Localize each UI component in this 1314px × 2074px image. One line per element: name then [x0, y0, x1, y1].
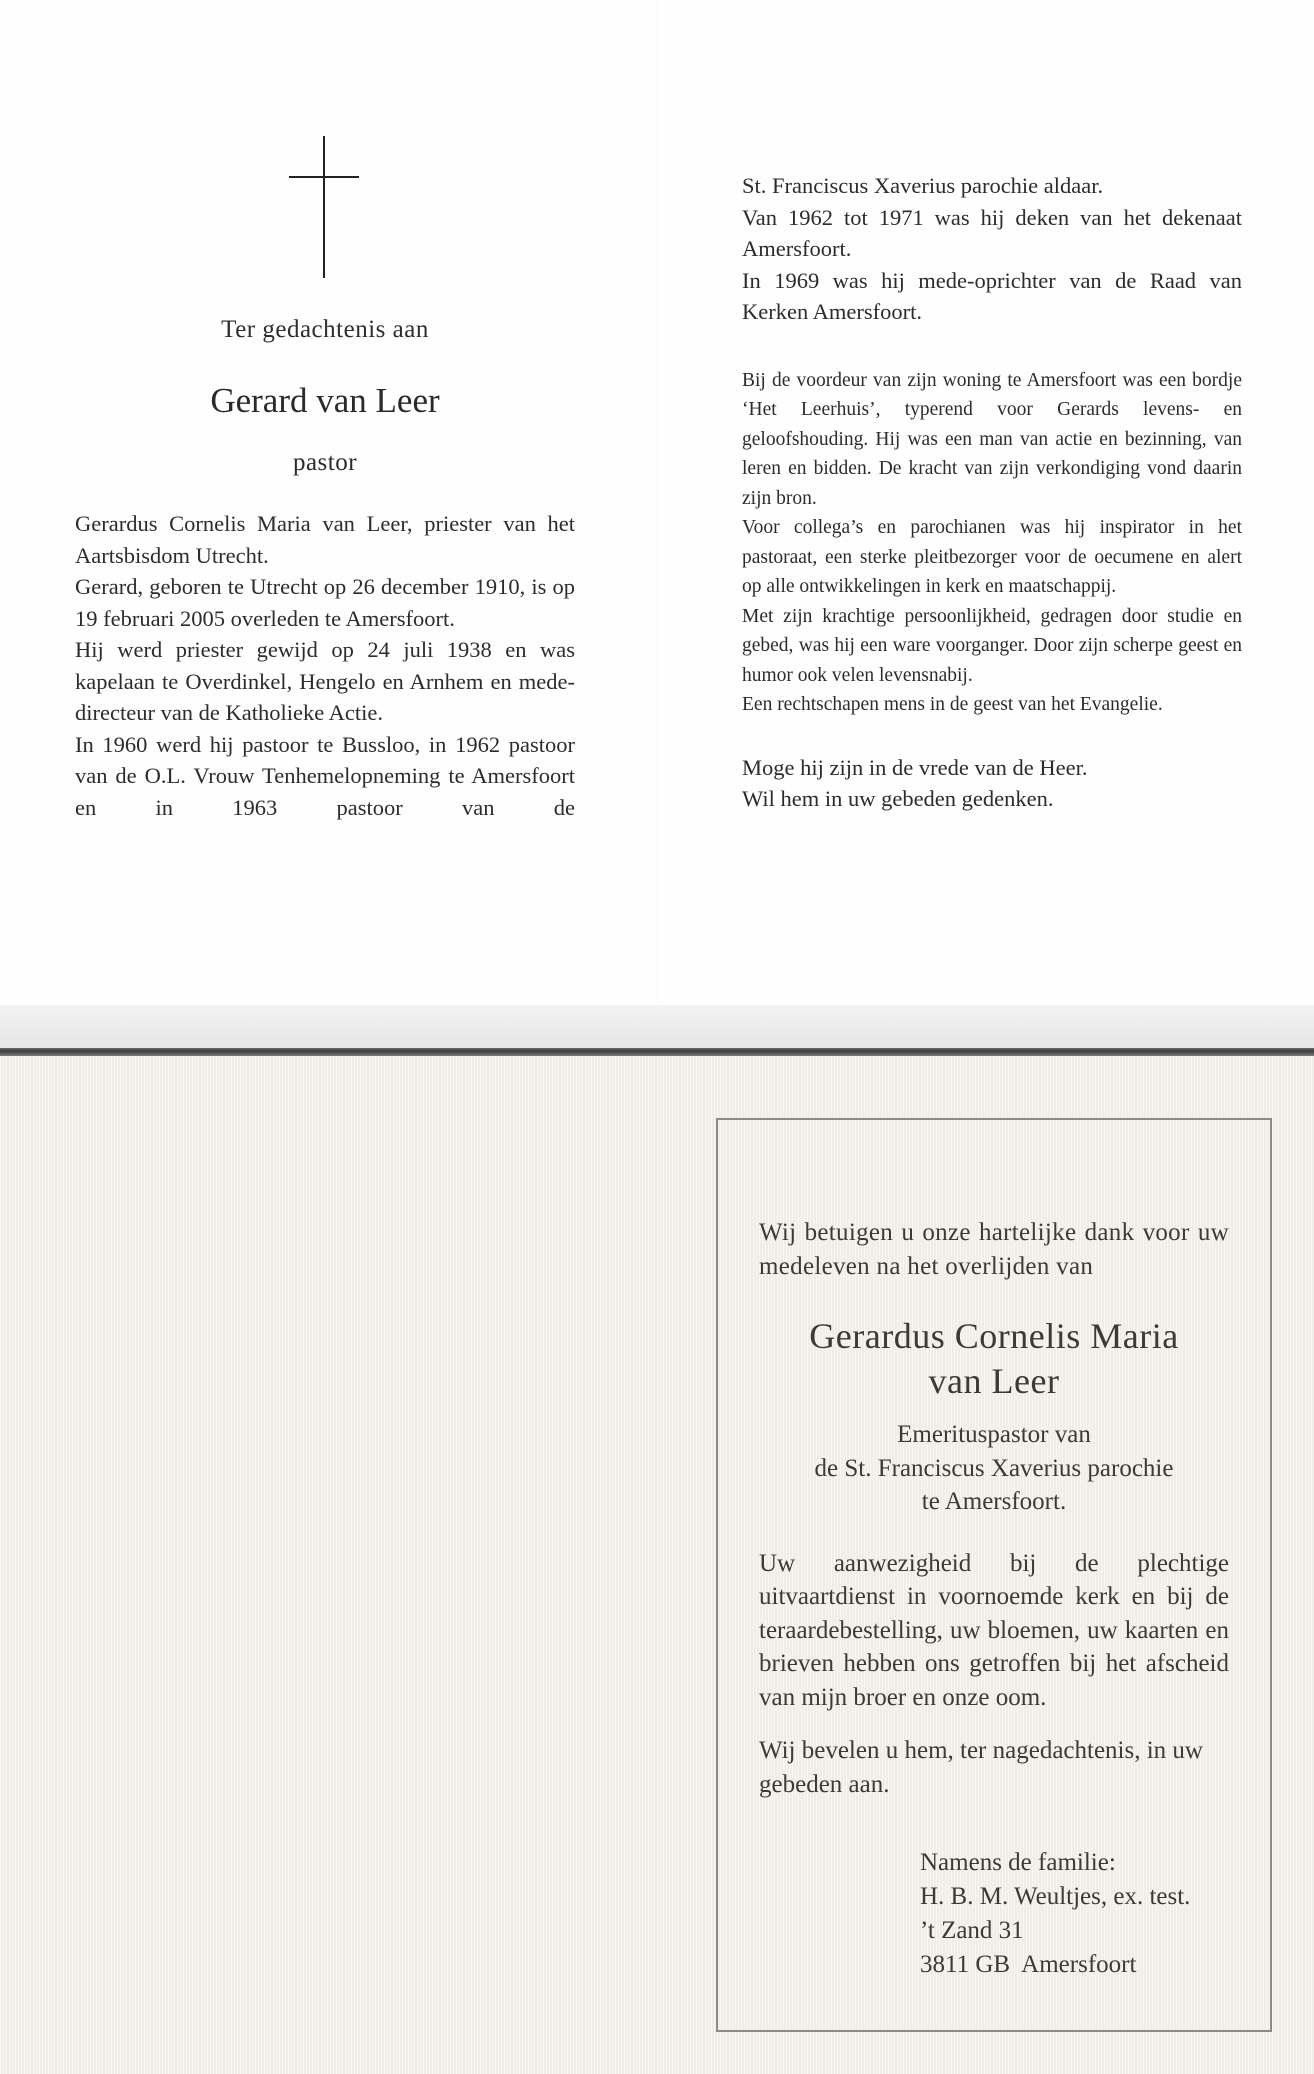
latin-cross-icon — [289, 136, 359, 278]
tribute-paragraph: Voor collega’s en parochianen was hij inspirator in het pastoraat, een sterke pleitbezorger voor de oecumene en alert op alle ontwikkelingen in kerk en maatschappij. — [742, 517, 1242, 597]
thanks-body — [759, 1547, 1229, 1715]
cross-horizontal-bar — [289, 176, 359, 178]
tribute-paragraph: Met zijn krachtige persoonlijkheid, gedragen door studie en gebed, was hij een ware voorganger. Door zijn scherpe geest en humor ook velen levensnabij. — [742, 605, 1242, 686]
biography — [75, 508, 575, 823]
signature-line: H. B. M. Weultjes, ex. test. — [920, 1883, 1191, 1910]
deceased-role — [759, 1418, 1229, 1519]
memorial-card — [0, 0, 1314, 1005]
signature-line: Namens de familie: — [920, 1849, 1116, 1876]
role-line: de St. Franciscus Xaverius parochie — [814, 1454, 1174, 1482]
bio-paragraph: St. Franciscus Xaverius parochie aldaar. — [742, 173, 1104, 198]
card-fold — [657, 0, 658, 1005]
thank-you-intro — [759, 1216, 1229, 1284]
name-line: Gerardus Cornelis Maria — [809, 1316, 1179, 1356]
biography-continued — [742, 170, 1242, 328]
bio-paragraph: Gerard, geboren te Utrecht op 26 december 1910, is op 19 februari 2005 overleden te Amersfoort. — [75, 574, 575, 631]
tribute-paragraph: Een rechtschapen mens in de geest van het Evangelie. — [742, 694, 1163, 715]
closing-line: Moge hij zijn in de vrede van de Heer. — [742, 754, 1088, 780]
deceased-full-name — [759, 1314, 1229, 1404]
bio-paragraph: In 1960 werd hij pastoor te Bussloo, in 1962 pastoor van de O.L. Vrouw Tenhemelopneming te Amersfoort en in 1963 pastoor van de — [75, 731, 575, 820]
role-line: te Amersfoort. — [921, 1488, 1067, 1515]
cross-vertical-bar — [323, 136, 325, 278]
bio-paragraph: In 1969 was hij mede-oprichter van de Raad van Kerken Amersfoort. — [742, 267, 1242, 324]
card-edge — [0, 1048, 1314, 1056]
closing-line: Wil hem in uw gebeden gedenken. — [742, 786, 1054, 811]
bio-paragraph: Hij werd priester gewijd op 24 juli 1938 en was kapelaan te Overdinkel, Hengelo en Arnhem en mede-directeur van de Katholieke Actie. — [75, 637, 575, 725]
memorial-heading: Ter gedachtenis aan — [221, 316, 429, 343]
thank-you-card — [0, 1056, 1314, 2074]
intro-text: Wij betuigen u onze hartelijke dank voor uw medeleven na het overlijden van — [759, 1219, 1229, 1280]
memorial-left-column — [75, 310, 575, 823]
signature-line: 3811 GB Amersfoort — [920, 1951, 1137, 1978]
signature-line: ’t Zand 31 — [920, 1917, 1024, 1944]
deceased-title: pastor — [292, 449, 358, 476]
thank-you-content — [759, 1216, 1229, 1982]
scan-gap — [0, 1005, 1314, 1048]
bio-paragraph: Gerardus Cornelis Maria van Leer, priester van het Aartsbisdom Utrecht. — [75, 511, 575, 568]
bio-paragraph: Van 1962 tot 1971 was hij deken van het dekenaat Amersfoort. — [742, 204, 1242, 261]
tribute-paragraph: Bij de voordeur van zijn woning te Amersfoort was een bordje ‘Het Leerhuis’, typerend voor Gerards levens- en geloofshouding. Hij was een man van actie en bezinning, van leren en bidden. De kracht van zijn verkondiging vond daarin zijn bron. — [742, 369, 1242, 509]
role-line: Emerituspastor van — [897, 1421, 1091, 1448]
commendation — [759, 1734, 1229, 1802]
family-signature — [920, 1846, 1229, 1982]
thanks-paragraph: Uw aanwezigheid bij de plechtige uitvaartdienst in voornoemde kerk en bij de teraardebestelling, uw bloemen, uw kaarten en brieven hebben ons getroffen bij het afscheid van mijn broer en onze oom. — [759, 1549, 1229, 1711]
name-line: van Leer — [928, 1361, 1060, 1401]
commend-paragraph: Wij bevelen u hem, ter nagedachtenis, in uw gebeden aan. — [759, 1737, 1203, 1798]
tribute-text — [742, 366, 1242, 720]
closing-prayer — [742, 752, 1242, 815]
memorial-right-column — [742, 170, 1242, 815]
deceased-name: Gerard van Leer — [210, 381, 440, 420]
